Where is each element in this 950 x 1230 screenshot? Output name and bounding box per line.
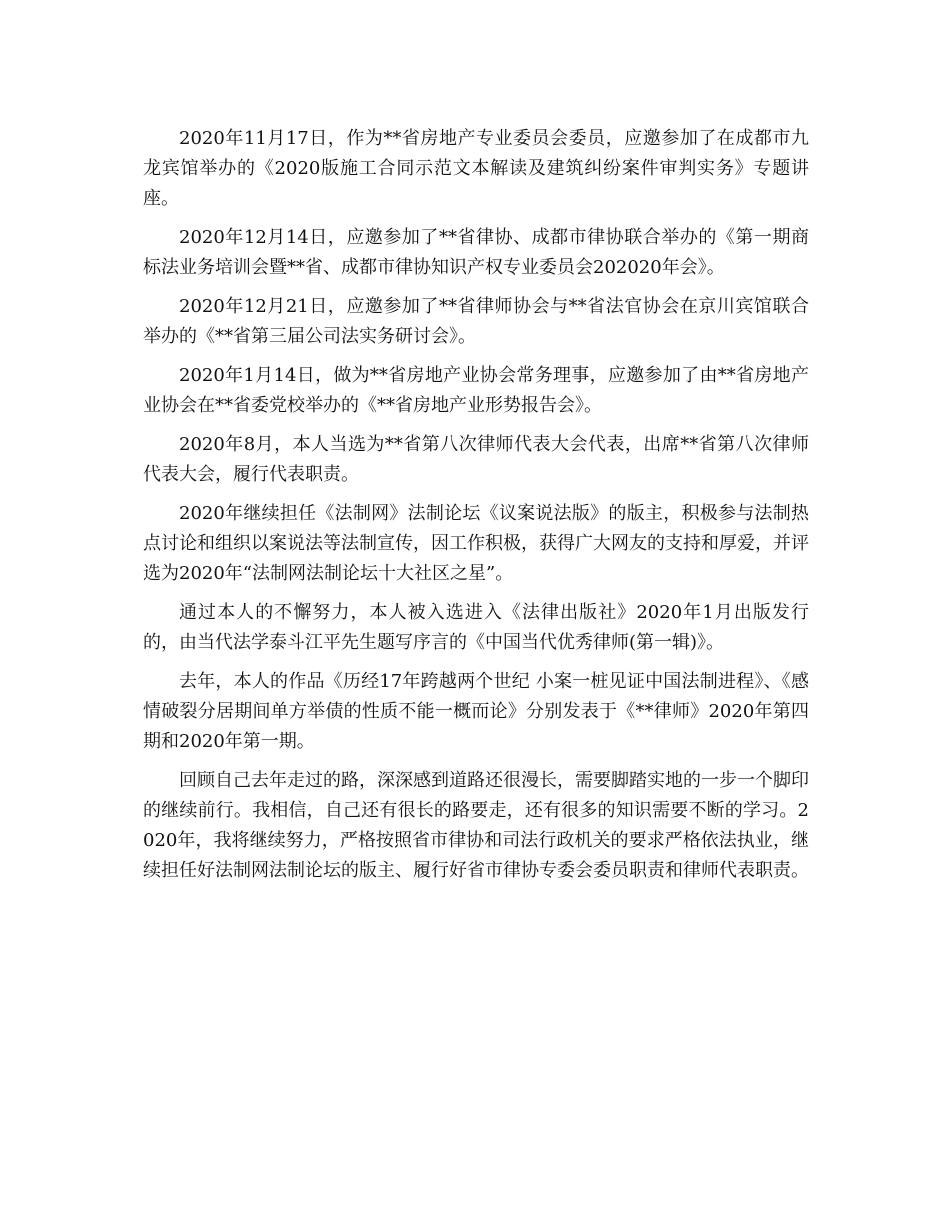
paragraph-9: 回顾自己去年走过的路，深深感到道路还很漫长，需要脚踏实地的一步一个脚印的继续前行。我相信，自己还有很长的路要走，还有很多的知识需要不断的学习。2020年，我将继续努力，严格按照省市律协和司法行政机关的要求严格依法执业，继续担任好法制网法制论坛的版主、履行好省市律协专委会委员职责和律师代表职责。 [143, 770, 809, 881]
paragraph-6: 2020年继续担任《法制网》法制论坛《议案说法版》的版主，积极参与法制热点讨论和组织以案说法等法制宣传，因工作积极，获得广大网友的支持和厚爱，并评选为2020年“法制网法制论坛十大社区之星”。 [143, 503, 809, 584]
paragraph-3: 2020年12月21日，应邀参加了**省律师协会与**省法官协会在京川宾馆联合举办的《**省第三届公司法实务研讨会》。 [143, 296, 809, 347]
document-body [143, 124, 809, 895]
paragraph-8: 去年，本人的作品《历经17年跨越两个世纪 小案一桩见证中国法制进程》、《感情破裂分居期间单方举债的性质不能一概而论》分别发表于《**律师》2020年第四期和2020年第一期。 [143, 671, 809, 752]
paragraph-5: 2020年8月，本人当选为**省第八次律师代表大会代表，出席**省第八次律师代表大会，履行代表职责。 [143, 434, 809, 485]
paragraph-7: 通过本人的不懈努力，本人被入选进入《法律出版社》2020年1月出版发行的，由当代法学泰斗江平先生题写序言的《中国当代优秀律师(第一辑)》。 [143, 602, 809, 653]
paragraph-2: 2020年12月14日，应邀参加了**省律协、成都市律协联合举办的《第一期商标法业务培训会暨**省、成都市律协知识产权专业委员会202020年会》。 [143, 227, 809, 278]
paragraph-4: 2020年1月14日，做为**省房地产业协会常务理事，应邀参加了由**省房地产业协会在**省委党校举办的《**省房地产业形势报告会》。 [143, 365, 809, 416]
paragraph-1: 2020年11月17日，作为**省房地产专业委员会委员，应邀参加了在成都市九龙宾馆举办的《2020版施工合同示范文本解读及建筑纠纷案件审判实务》专题讲座。 [143, 128, 809, 209]
